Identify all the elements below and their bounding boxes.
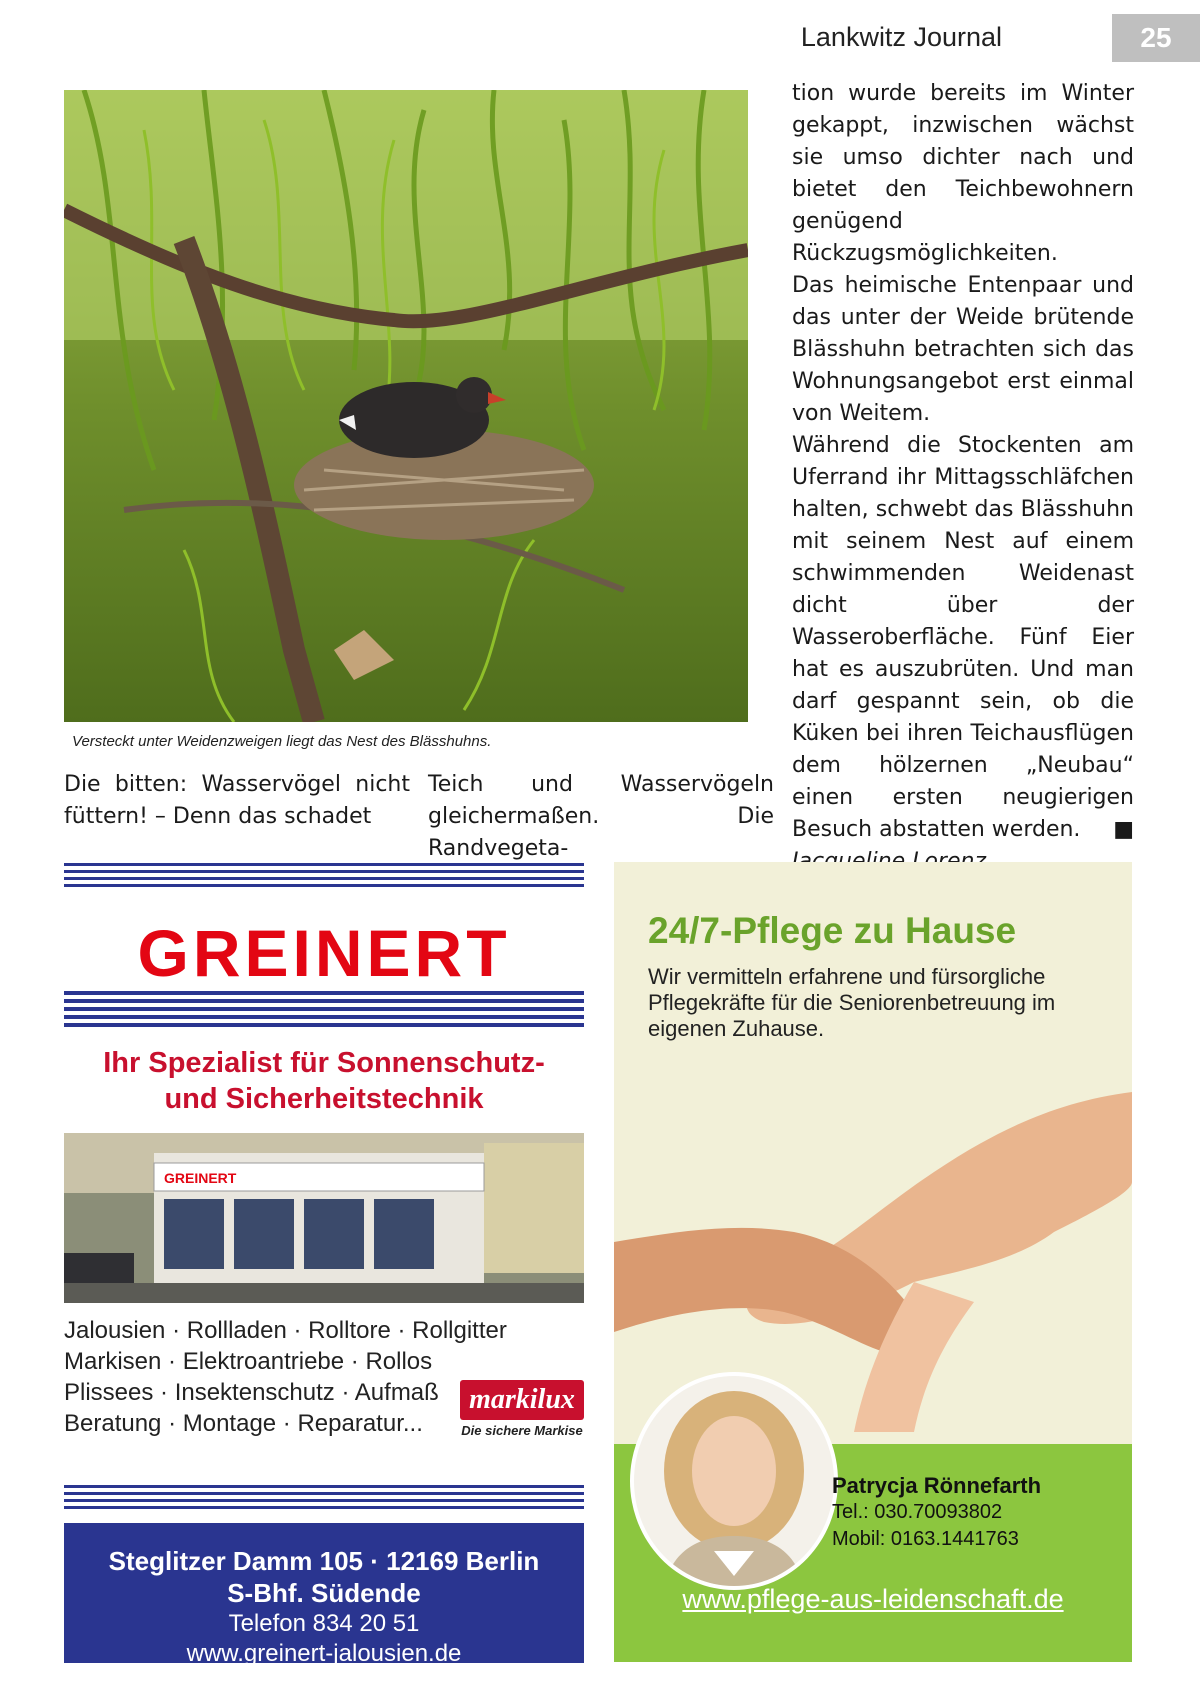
markilux-tagline: Die sichere Markise xyxy=(461,1423,583,1438)
hands-illustration xyxy=(614,1032,1132,1432)
journal-title: Lankwitz Journal xyxy=(800,22,1002,52)
page-number: 25 xyxy=(1112,14,1200,62)
pflege-url[interactable]: www.pflege-aus-leidenschaft.de xyxy=(682,1584,1064,1614)
shop-photo xyxy=(64,1133,584,1303)
greinert-url[interactable]: www.greinert-jalousien.de xyxy=(186,1640,462,1667)
slogan-line: Ihr Spezialist für Sonnenschutz- xyxy=(103,1047,545,1079)
greinert-address: Steglitzer Damm 105 · 12169 Berlin xyxy=(108,1546,540,1576)
article-column-1: Die bitten: Wasservögel nicht füttern! – Denn das schadet xyxy=(64,772,410,829)
greinert-phone: Telefon 834 20 51 xyxy=(228,1610,420,1637)
article-column-3 xyxy=(792,78,1134,878)
contact-name: Patrycja Rönnefarth xyxy=(832,1473,1042,1498)
nest-photo xyxy=(64,90,748,722)
article-paragraph xyxy=(792,430,1134,846)
greinert-station: S-Bhf. Südende xyxy=(227,1578,421,1608)
services-line: Beratung · Montage · Reparatur... xyxy=(64,1410,423,1437)
greinert-contact xyxy=(64,1523,584,1667)
article-paragraph: Das heimische Entenpaar und das unter der Weide brütende Blässhuhn betrachten sich das Wohnungsangebot erst einmal von Weitem. xyxy=(792,273,1134,426)
shop-photo-illustration xyxy=(64,1133,584,1303)
article-paragraph: tion wurde bereits im Winter gekappt, inzwischen wächst sie umso dichter nach und bietet den Teichbewohnern genügend Rückzugsmöglichkeiten. xyxy=(792,81,1134,266)
services-line: Plissees · Insektenschutz · Aufmaß xyxy=(64,1379,439,1406)
contact-mobile: Mobil: 0163.1441763 xyxy=(832,1528,1019,1550)
stripe-divider xyxy=(64,1485,584,1513)
services-list xyxy=(64,1315,507,1439)
pflege-subtitle: Wir vermitteln erfahrene und fürsorgliche Pflegekräfte für die Seniorenbetreuung im eigenen Zuhause. xyxy=(648,964,1056,1041)
greinert-ad[interactable] xyxy=(64,863,584,1667)
services-line: Markisen · Elektroantriebe · Rollos xyxy=(64,1348,433,1375)
markilux-logo: markilux xyxy=(460,1380,584,1420)
article-paragraph-text: Während die Stockenten am Uferrand ihr Mittagsschläfchen halten, schwebt das Blässhuhn mit seinem Nest auf einem schwimmenden Weidenast dicht über der Wasseroberfläche. Fünf Eier hat es auszubrüten. Und man darf gespannt sein, ob die Küken bei ihren Teichausflügen dem hölzernen „Neubau“ einen ersten neugierigen Besuch abstatten werden. xyxy=(792,433,1134,842)
contact-phone: Tel.: 030.70093802 xyxy=(832,1501,1003,1523)
greinert-slogan xyxy=(64,1045,584,1117)
slogan-line: und Sicherheitstechnik xyxy=(164,1083,484,1115)
greinert-logo: GREINERT xyxy=(137,916,511,990)
pflege-ad[interactable] xyxy=(614,862,1132,1662)
photo-caption: Versteckt unter Weidenzweigen liegt das Nest des Blässhuhns. xyxy=(72,733,492,750)
shop-sign-text: GREINERT xyxy=(164,1170,237,1186)
article-column-2: Teich und Wasservögeln gleichermaßen. Die Randvegeta- xyxy=(428,772,774,861)
pflege-title: 24/7-Pflege zu Hause xyxy=(648,910,1017,951)
services-line: Jalousien · Rollladen · Rolltore · Rollgitter xyxy=(64,1317,507,1344)
pflege-contact xyxy=(832,1472,1041,1553)
nest-photo-illustration xyxy=(64,90,748,722)
stripe-divider xyxy=(64,991,584,1031)
end-mark-icon: ■ xyxy=(1113,817,1134,842)
stripe-divider xyxy=(64,863,584,891)
portrait-illustration xyxy=(634,1376,834,1586)
portrait-avatar xyxy=(630,1372,838,1590)
